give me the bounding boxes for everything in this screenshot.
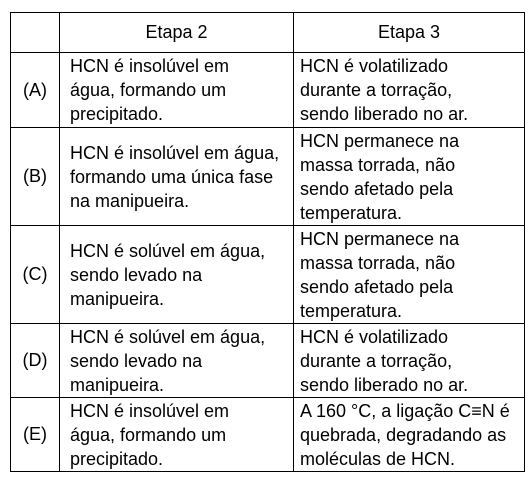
header-etapa-3: Etapa 3 [294, 13, 525, 53]
option-label-d: (D) [11, 324, 60, 398]
option-e-etapa-3: A 160 °C, a ligação C≡N é quebrada, degradando as moléculas de HCN. [294, 398, 525, 472]
option-label-b: (B) [11, 128, 60, 226]
option-b-etapa-2: HCN é insolúvel em água, formando uma única fase na manipueira. [60, 128, 294, 226]
option-row-a [11, 53, 525, 128]
header-etapa-2: Etapa 2 [60, 13, 294, 53]
option-label-c: (C) [11, 226, 60, 324]
options-table [10, 12, 525, 472]
option-d-etapa-3: HCN é volatilizado durante a torração, sendo liberado no ar. [294, 324, 525, 398]
table-header-row [11, 13, 525, 53]
option-d-etapa-2: HCN é solúvel em água, sendo levado na manipueira. [60, 324, 294, 398]
option-b-etapa-3: HCN permanece na massa torrada, não sendo afetado pela temperatura. [294, 128, 525, 226]
option-e-etapa-2: HCN é insolúvel em água, formando um precipitado. [60, 398, 294, 472]
option-label-a: (A) [11, 53, 60, 128]
option-a-etapa-2: HCN é insolúvel em água, formando um precipitado. [60, 53, 294, 128]
option-row-b [11, 128, 525, 226]
option-c-etapa-2: HCN é solúvel em água, sendo levado na manipueira. [60, 226, 294, 324]
option-a-etapa-3: HCN é volatilizado durante a torração, sendo liberado no ar. [294, 53, 525, 128]
option-c-etapa-3: HCN permanece na massa torrada, não sendo afetado pela temperatura. [294, 226, 525, 324]
option-row-e [11, 398, 525, 472]
header-corner-cell [11, 13, 60, 53]
option-row-d [11, 324, 525, 398]
option-label-e: (E) [11, 398, 60, 472]
option-row-c [11, 226, 525, 324]
